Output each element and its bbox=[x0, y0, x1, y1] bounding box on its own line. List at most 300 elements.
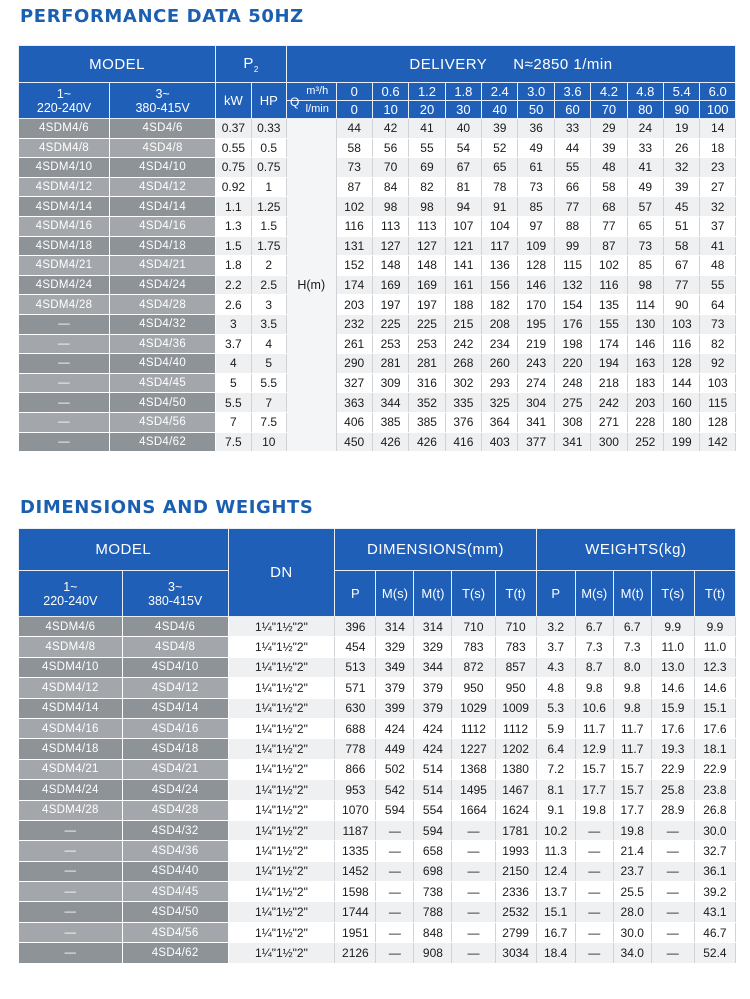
power-kw: 5 bbox=[216, 373, 251, 393]
weight-value: 11.0 bbox=[651, 637, 694, 657]
head-value: 243 bbox=[518, 354, 554, 374]
perf-flow-m3h: 1.8 bbox=[445, 83, 481, 101]
weight-value: 18.4 bbox=[536, 943, 575, 963]
power-hp: 0.33 bbox=[251, 119, 286, 139]
dimension-value: 866 bbox=[335, 759, 376, 779]
dn-value: 1¼"1½"2" bbox=[228, 780, 335, 800]
perf-flow-lmin: 30 bbox=[445, 101, 481, 119]
head-value: 225 bbox=[409, 314, 445, 334]
head-value: 128 bbox=[700, 412, 736, 432]
weight-value: 11.0 bbox=[694, 637, 735, 657]
weight-value: 18.1 bbox=[694, 739, 735, 759]
perf-flow-lmin: 40 bbox=[482, 101, 518, 119]
head-value: 260 bbox=[482, 354, 518, 374]
head-value: 85 bbox=[518, 197, 554, 217]
head-value: 242 bbox=[445, 334, 481, 354]
power-kw: 1.5 bbox=[216, 236, 251, 256]
weight-value: 13.7 bbox=[536, 882, 575, 902]
dimension-value: 1227 bbox=[452, 739, 495, 759]
weight-value: 16.7 bbox=[536, 922, 575, 942]
weight-value: 10.6 bbox=[575, 698, 613, 718]
head-value: 102 bbox=[591, 256, 627, 276]
head-value: 215 bbox=[445, 314, 481, 334]
power-kw: 0.55 bbox=[216, 138, 251, 158]
head-value: 81 bbox=[445, 177, 481, 197]
weight-value: 8.0 bbox=[613, 657, 651, 677]
head-value: 37 bbox=[700, 216, 736, 236]
model-3ph: 4SD4/45 bbox=[122, 882, 228, 902]
head-value: 127 bbox=[372, 236, 408, 256]
power-hp: 5 bbox=[251, 354, 286, 374]
model-3ph: 4SD4/62 bbox=[110, 432, 216, 452]
head-value: 199 bbox=[664, 432, 700, 452]
dimension-value: 1598 bbox=[335, 882, 376, 902]
head-value: 253 bbox=[409, 334, 445, 354]
head-value: 69 bbox=[409, 158, 445, 178]
head-value: 293 bbox=[482, 373, 518, 393]
head-value: 376 bbox=[445, 412, 481, 432]
head-value: 49 bbox=[518, 138, 554, 158]
head-value: 102 bbox=[336, 197, 372, 217]
table-row bbox=[19, 698, 736, 718]
wt-col-tt: T(t) bbox=[694, 571, 735, 617]
head-value: 426 bbox=[372, 432, 408, 452]
model-3ph: 4SD4/56 bbox=[110, 412, 216, 432]
head-value: 41 bbox=[409, 119, 445, 139]
table-row bbox=[19, 432, 736, 452]
table-row bbox=[19, 119, 736, 139]
dim-col-1ph: 1~ 220-240V bbox=[19, 571, 123, 617]
head-value: 364 bbox=[482, 412, 518, 432]
model-1ph: — bbox=[19, 432, 110, 452]
wt-col-mt: M(t) bbox=[613, 571, 651, 617]
perf-col-kw: kW bbox=[216, 83, 251, 119]
weight-value: 22.9 bbox=[694, 759, 735, 779]
perf-flow-m3h: 0 bbox=[336, 83, 372, 101]
head-value: 141 bbox=[445, 256, 481, 276]
table-row bbox=[19, 759, 736, 779]
head-value: 113 bbox=[409, 216, 445, 236]
dimension-value: 379 bbox=[414, 698, 452, 718]
head-value: 135 bbox=[591, 295, 627, 315]
head-value: 169 bbox=[409, 275, 445, 295]
power-hp: 10 bbox=[251, 432, 286, 452]
power-hp: 2 bbox=[251, 256, 286, 276]
head-value: 136 bbox=[482, 256, 518, 276]
head-value: 26 bbox=[664, 138, 700, 158]
weight-value: — bbox=[651, 882, 694, 902]
perf-flow-lmin: 20 bbox=[409, 101, 445, 119]
model-3ph: 4SD4/8 bbox=[110, 138, 216, 158]
weight-value: — bbox=[575, 922, 613, 942]
table-row bbox=[19, 902, 736, 922]
power-kw: 7.5 bbox=[216, 432, 251, 452]
head-value: 44 bbox=[336, 119, 372, 139]
dn-value: 1¼"1½"2" bbox=[228, 902, 335, 922]
model-1ph: 4SDM4/8 bbox=[19, 138, 110, 158]
weight-value: — bbox=[575, 902, 613, 922]
model-1ph: — bbox=[19, 412, 110, 432]
model-1ph: 4SDM4/24 bbox=[19, 275, 110, 295]
dn-value: 1¼"1½"2" bbox=[228, 759, 335, 779]
weight-value: — bbox=[575, 861, 613, 881]
power-hp: 3 bbox=[251, 295, 286, 315]
head-value: 155 bbox=[591, 314, 627, 334]
dimension-value: — bbox=[376, 922, 414, 942]
model-1ph: — bbox=[19, 943, 123, 963]
model-1ph: 4SDM4/16 bbox=[19, 216, 110, 236]
head-value: 33 bbox=[627, 138, 663, 158]
weight-value: 23.7 bbox=[613, 861, 651, 881]
head-label: H(m) bbox=[286, 119, 336, 452]
performance-title: PERFORMANCE DATA 50HZ bbox=[20, 6, 304, 27]
weight-value: 11.7 bbox=[575, 718, 613, 738]
head-value: 154 bbox=[554, 295, 590, 315]
model-3ph: 4SD4/28 bbox=[122, 800, 228, 820]
weight-value: 12.3 bbox=[694, 657, 735, 677]
dn-value: 1¼"1½"2" bbox=[228, 800, 335, 820]
dimension-value: 454 bbox=[335, 637, 376, 657]
head-value: 97 bbox=[518, 216, 554, 236]
model-1ph: — bbox=[19, 820, 123, 840]
power-kw: 3.7 bbox=[216, 334, 251, 354]
dimension-value: 424 bbox=[414, 718, 452, 738]
head-value: 115 bbox=[700, 393, 736, 413]
dimensions-title: DIMENSIONS AND WEIGHTS bbox=[20, 497, 314, 518]
model-3ph: 4SD4/24 bbox=[110, 275, 216, 295]
dim-model-header: MODEL bbox=[19, 529, 229, 571]
weight-value: 9.8 bbox=[613, 678, 651, 698]
head-value: 275 bbox=[554, 393, 590, 413]
dimension-value: 1202 bbox=[495, 739, 536, 759]
dim-col-tt: T(t) bbox=[495, 571, 536, 617]
power-hp: 1.5 bbox=[251, 216, 286, 236]
table-row bbox=[19, 373, 736, 393]
head-value: 174 bbox=[591, 334, 627, 354]
weight-value: 17.6 bbox=[651, 718, 694, 738]
table-row bbox=[19, 177, 736, 197]
head-value: 253 bbox=[372, 334, 408, 354]
model-1ph: — bbox=[19, 334, 110, 354]
head-value: 341 bbox=[518, 412, 554, 432]
weight-value: 15.1 bbox=[694, 698, 735, 718]
head-value: 219 bbox=[518, 334, 554, 354]
power-hp: 1 bbox=[251, 177, 286, 197]
model-1ph: 4SDM4/6 bbox=[19, 617, 123, 637]
power-hp: 1.75 bbox=[251, 236, 286, 256]
dimension-value: 1781 bbox=[495, 820, 536, 840]
head-value: 39 bbox=[664, 177, 700, 197]
power-hp: 0.5 bbox=[251, 138, 286, 158]
dimension-value: 349 bbox=[376, 657, 414, 677]
dimension-value: 513 bbox=[335, 657, 376, 677]
head-value: 104 bbox=[482, 216, 518, 236]
perf-flow-m3h: 2.4 bbox=[482, 83, 518, 101]
head-value: 94 bbox=[445, 197, 481, 217]
weight-value: — bbox=[651, 902, 694, 922]
dimension-value: 542 bbox=[376, 780, 414, 800]
head-value: 41 bbox=[700, 236, 736, 256]
head-value: 48 bbox=[591, 158, 627, 178]
weight-value: 9.8 bbox=[613, 698, 651, 718]
head-value: 49 bbox=[627, 177, 663, 197]
dimension-value: 1624 bbox=[495, 800, 536, 820]
head-value: 88 bbox=[554, 216, 590, 236]
model-3ph: 4SD4/10 bbox=[122, 657, 228, 677]
dimension-value: 379 bbox=[376, 678, 414, 698]
perf-col-1ph: 1~ 220-240V bbox=[19, 83, 110, 119]
weight-value: 3.7 bbox=[536, 637, 575, 657]
weight-value: 25.8 bbox=[651, 780, 694, 800]
dimension-value: 329 bbox=[414, 637, 452, 657]
dimension-value: — bbox=[452, 882, 495, 902]
table-row bbox=[19, 861, 736, 881]
dimension-value: 698 bbox=[414, 861, 452, 881]
dimension-value: 2799 bbox=[495, 922, 536, 942]
dimension-value: 1335 bbox=[335, 841, 376, 861]
head-value: 65 bbox=[627, 216, 663, 236]
head-value: 170 bbox=[518, 295, 554, 315]
head-value: 92 bbox=[700, 354, 736, 374]
head-value: 91 bbox=[482, 197, 518, 217]
weight-value: 25.5 bbox=[613, 882, 651, 902]
weight-value: 15.9 bbox=[651, 698, 694, 718]
head-value: 36 bbox=[518, 119, 554, 139]
dimension-value: 2532 bbox=[495, 902, 536, 922]
dimension-value: — bbox=[452, 841, 495, 861]
head-value: 67 bbox=[664, 256, 700, 276]
dimension-value: 658 bbox=[414, 841, 452, 861]
weight-value: 23.8 bbox=[694, 780, 735, 800]
power-hp: 5.5 bbox=[251, 373, 286, 393]
model-3ph: 4SD4/36 bbox=[110, 334, 216, 354]
head-value: 103 bbox=[664, 314, 700, 334]
model-3ph: 4SD4/50 bbox=[110, 393, 216, 413]
weight-value: 32.7 bbox=[694, 841, 735, 861]
head-value: 341 bbox=[554, 432, 590, 452]
dimension-value: 1744 bbox=[335, 902, 376, 922]
head-value: 335 bbox=[445, 393, 481, 413]
dimension-value: 514 bbox=[414, 759, 452, 779]
weight-value: 5.9 bbox=[536, 718, 575, 738]
head-value: 115 bbox=[554, 256, 590, 276]
dimension-value: 1112 bbox=[452, 718, 495, 738]
wt-col-ts: T(s) bbox=[651, 571, 694, 617]
power-kw: 2.2 bbox=[216, 275, 251, 295]
weight-value: — bbox=[575, 882, 613, 902]
head-value: 127 bbox=[409, 236, 445, 256]
head-value: 290 bbox=[336, 354, 372, 374]
head-value: 116 bbox=[664, 334, 700, 354]
model-1ph: 4SDM4/8 bbox=[19, 637, 123, 657]
head-value: 77 bbox=[664, 275, 700, 295]
wt-col-ms: M(s) bbox=[575, 571, 613, 617]
weight-value: — bbox=[651, 841, 694, 861]
model-1ph: 4SDM4/12 bbox=[19, 678, 123, 698]
head-value: 73 bbox=[518, 177, 554, 197]
head-value: 103 bbox=[700, 373, 736, 393]
weight-value: 46.7 bbox=[694, 922, 735, 942]
head-value: 197 bbox=[372, 295, 408, 315]
dim-col-3ph: 3~ 380-415V bbox=[122, 571, 228, 617]
dimension-value: 1380 bbox=[495, 759, 536, 779]
dimension-value: — bbox=[376, 882, 414, 902]
dimension-value: 688 bbox=[335, 718, 376, 738]
perf-flow-m3h: 4.8 bbox=[627, 83, 663, 101]
head-value: 51 bbox=[664, 216, 700, 236]
weight-value: 5.3 bbox=[536, 698, 575, 718]
head-value: 208 bbox=[482, 314, 518, 334]
weight-value: — bbox=[651, 861, 694, 881]
head-value: 67 bbox=[445, 158, 481, 178]
weight-value: 17.7 bbox=[613, 800, 651, 820]
head-value: 426 bbox=[409, 432, 445, 452]
dimension-value: — bbox=[376, 861, 414, 881]
weight-value: 14.6 bbox=[694, 678, 735, 698]
dim-col-mt: M(t) bbox=[414, 571, 452, 617]
model-3ph: 4SD4/50 bbox=[122, 902, 228, 922]
model-3ph: 4SD4/62 bbox=[122, 943, 228, 963]
dn-value: 1¼"1½"2" bbox=[228, 943, 335, 963]
dimension-value: 314 bbox=[376, 617, 414, 637]
model-3ph: 4SD4/10 bbox=[110, 158, 216, 178]
dimensions-table bbox=[18, 528, 736, 964]
head-value: 77 bbox=[554, 197, 590, 217]
dimension-value: 1368 bbox=[452, 759, 495, 779]
dimension-value: 1664 bbox=[452, 800, 495, 820]
head-value: 203 bbox=[627, 393, 663, 413]
head-value: 302 bbox=[445, 373, 481, 393]
perf-flow-m3h: 3.6 bbox=[554, 83, 590, 101]
model-3ph: 4SD4/18 bbox=[110, 236, 216, 256]
table-row bbox=[19, 354, 736, 374]
weight-value: 6.7 bbox=[575, 617, 613, 637]
head-value: 344 bbox=[372, 393, 408, 413]
weight-value: 11.7 bbox=[613, 739, 651, 759]
weight-value: 28.9 bbox=[651, 800, 694, 820]
table-row bbox=[19, 393, 736, 413]
head-value: 98 bbox=[409, 197, 445, 217]
weight-value: 19.8 bbox=[613, 820, 651, 840]
power-kw: 5.5 bbox=[216, 393, 251, 413]
head-value: 174 bbox=[336, 275, 372, 295]
weight-value: — bbox=[651, 820, 694, 840]
head-value: 180 bbox=[664, 412, 700, 432]
head-value: 18 bbox=[700, 138, 736, 158]
perf-delivery-header: DELIVERY N≈2850 1/min bbox=[286, 46, 735, 83]
dim-dn-header: DN bbox=[228, 529, 335, 617]
perf-q-units: Q m³/h l/min bbox=[286, 83, 336, 119]
perf-flow-lmin: 50 bbox=[518, 101, 554, 119]
dimension-value: 314 bbox=[414, 617, 452, 637]
head-value: 242 bbox=[591, 393, 627, 413]
model-3ph: 4SD4/28 bbox=[110, 295, 216, 315]
weight-value: 9.1 bbox=[536, 800, 575, 820]
power-kw: 4 bbox=[216, 354, 251, 374]
table-row bbox=[19, 236, 736, 256]
weight-value: — bbox=[575, 841, 613, 861]
head-value: 176 bbox=[554, 314, 590, 334]
perf-flow-lmin: 80 bbox=[627, 101, 663, 119]
power-kw: 0.75 bbox=[216, 158, 251, 178]
model-3ph: 4SD4/12 bbox=[122, 678, 228, 698]
model-3ph: 4SD4/6 bbox=[122, 617, 228, 637]
model-1ph: 4SDM4/14 bbox=[19, 698, 123, 718]
model-1ph: — bbox=[19, 922, 123, 942]
table-row bbox=[19, 617, 736, 637]
dim-col-ms: M(s) bbox=[376, 571, 414, 617]
weight-value: — bbox=[651, 922, 694, 942]
head-value: 169 bbox=[372, 275, 408, 295]
head-value: 107 bbox=[445, 216, 481, 236]
dimension-value: 1993 bbox=[495, 841, 536, 861]
weight-value: 15.7 bbox=[575, 759, 613, 779]
model-3ph: 4SD4/8 bbox=[122, 637, 228, 657]
perf-col-3ph: 3~ 380-415V bbox=[110, 83, 216, 119]
dimension-value: 3034 bbox=[495, 943, 536, 963]
weight-value: 30.0 bbox=[613, 922, 651, 942]
table-row bbox=[19, 800, 736, 820]
head-value: 29 bbox=[591, 119, 627, 139]
dimension-value: 594 bbox=[376, 800, 414, 820]
dimension-value: 950 bbox=[495, 678, 536, 698]
head-value: 23 bbox=[700, 158, 736, 178]
perf-flow-lmin: 70 bbox=[591, 101, 627, 119]
dimension-value: 329 bbox=[376, 637, 414, 657]
table-row bbox=[19, 718, 736, 738]
head-value: 56 bbox=[372, 138, 408, 158]
head-value: 54 bbox=[445, 138, 481, 158]
table-row bbox=[19, 216, 736, 236]
dn-value: 1¼"1½"2" bbox=[228, 617, 335, 637]
weight-value: 7.3 bbox=[575, 637, 613, 657]
head-value: 39 bbox=[482, 119, 518, 139]
perf-col-hp: HP bbox=[251, 83, 286, 119]
table-row bbox=[19, 138, 736, 158]
weight-value: 8.1 bbox=[536, 780, 575, 800]
head-value: 163 bbox=[627, 354, 663, 374]
head-value: 90 bbox=[664, 295, 700, 315]
perf-flow-m3h: 0.6 bbox=[372, 83, 408, 101]
head-value: 116 bbox=[591, 275, 627, 295]
power-kw: 7 bbox=[216, 412, 251, 432]
dimension-value: 1467 bbox=[495, 780, 536, 800]
head-value: 58 bbox=[336, 138, 372, 158]
head-value: 248 bbox=[554, 373, 590, 393]
weight-value: 36.1 bbox=[694, 861, 735, 881]
head-value: 300 bbox=[591, 432, 627, 452]
dimension-value: 908 bbox=[414, 943, 452, 963]
power-kw: 0.92 bbox=[216, 177, 251, 197]
dimension-value: 857 bbox=[495, 657, 536, 677]
weight-value: 15.1 bbox=[536, 902, 575, 922]
weight-value: 6.4 bbox=[536, 739, 575, 759]
dimension-value: 1112 bbox=[495, 718, 536, 738]
table-row bbox=[19, 314, 736, 334]
weight-value: 21.4 bbox=[613, 841, 651, 861]
head-value: 304 bbox=[518, 393, 554, 413]
perf-flow-m3h: 6.0 bbox=[700, 83, 736, 101]
table-row bbox=[19, 275, 736, 295]
model-3ph: 4SD4/40 bbox=[110, 354, 216, 374]
table-row bbox=[19, 739, 736, 759]
weight-value: 43.1 bbox=[694, 902, 735, 922]
dn-value: 1¼"1½"2" bbox=[228, 922, 335, 942]
head-value: 113 bbox=[372, 216, 408, 236]
dn-value: 1¼"1½"2" bbox=[228, 718, 335, 738]
weight-value: — bbox=[575, 943, 613, 963]
dimension-value: 1495 bbox=[452, 780, 495, 800]
